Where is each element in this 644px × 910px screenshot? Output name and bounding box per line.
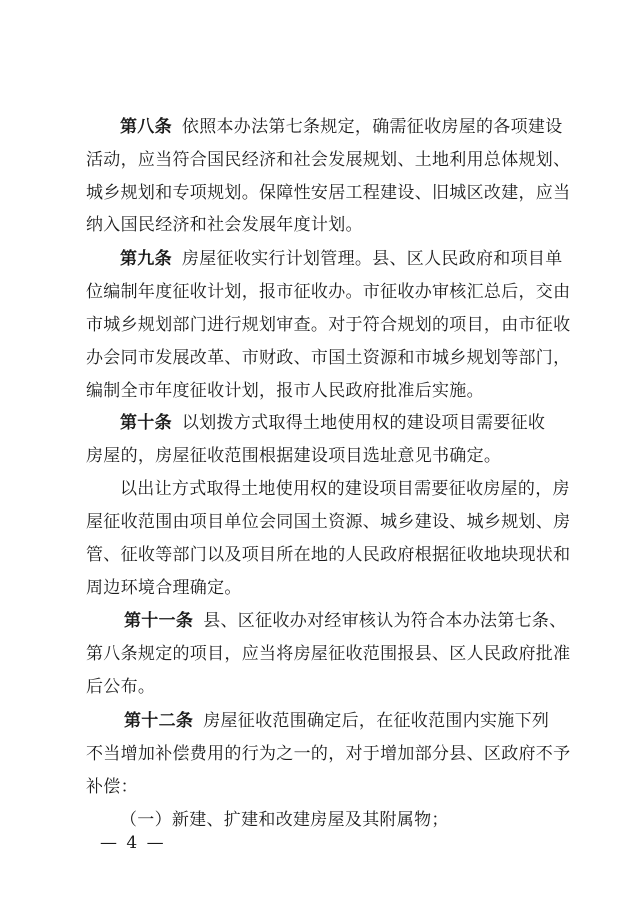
article12-text1: 房屋征收范围确定后，在征收范围内实施下列: [203, 711, 550, 731]
article12-line1: [124, 710, 580, 732]
article9-line5: 编制全市年度征收计划，报市人民政府批准后实施。: [86, 381, 484, 401]
article9-line3: 市城乡规划部门进行规划审查。对于符合规划的项目，由市征收: [86, 315, 571, 335]
article12-line3: 补偿：: [86, 777, 138, 797]
article10-para2-line4: 周边环境合理确定。: [86, 578, 242, 598]
article11-line1: [124, 610, 580, 632]
article9-line4: 办会同市发展改革、市财政、市国土资源和市城乡规划等部门，: [86, 348, 571, 368]
article8-number: 第八条: [120, 117, 172, 137]
article10-para2-line2: 屋征收范围由项目单位会同国土资源、城乡建设、城乡规划、房: [86, 512, 571, 532]
article8-line2: 活动，应当符合国民经济和社会发展规划、土地利用总体规划、: [86, 150, 571, 170]
article10-text1: 以划拨方式取得土地使用权的建设项目需要征收: [181, 413, 546, 433]
article12-item1: （一）新建、扩建和改建房屋及其附属物；: [120, 810, 449, 830]
article9-line1: [120, 248, 580, 270]
article8-text1: 依照本办法第七条规定，确需征收房屋的各项建设: [181, 117, 563, 137]
article10-para2-line1: 以出让方式取得土地使用权的建设项目需要征收房屋的，房: [120, 479, 570, 499]
article10-para2-line3: 管、征收等部门以及项目所在地的人民政府根据征收地块现状和: [86, 545, 571, 565]
article12-number: 第十二条: [124, 711, 194, 731]
article9-number: 第九条: [120, 249, 172, 269]
article8-line3: 城乡规划和专项规划。保障性安居工程建设、旧城区改建，应当: [86, 183, 571, 203]
article8-line4: 纳入国民经济和社会发展年度计划。: [86, 215, 363, 235]
article11-line2: 第八条规定的项目，应当将房屋征收范围报县、区人民政府批准: [86, 644, 571, 664]
article11-text1: 县、区征收办对经审核认为符合本办法第七条、: [203, 611, 567, 631]
article10-number: 第十条: [120, 413, 172, 433]
article10-line2: 房屋的，房屋征收范围根据建设项目选址意见书确定。: [86, 446, 502, 466]
article9-text1: 房屋征收实行计划管理。县、区人民政府和项目单: [181, 249, 563, 269]
article11-number: 第十一条: [124, 611, 194, 631]
article12-line2: 不当增加补偿费用的行为之一的，对于增加部分县、区政府不予: [86, 744, 571, 764]
page-number: — 4 —: [100, 833, 166, 853]
article10-line1: [120, 412, 580, 434]
article8-line1: [120, 116, 580, 138]
article9-line2: 位编制年度征收计划，报市征收办。市征收办审核汇总后，交由: [86, 282, 571, 302]
article11-line3: 后公布。: [86, 677, 156, 697]
